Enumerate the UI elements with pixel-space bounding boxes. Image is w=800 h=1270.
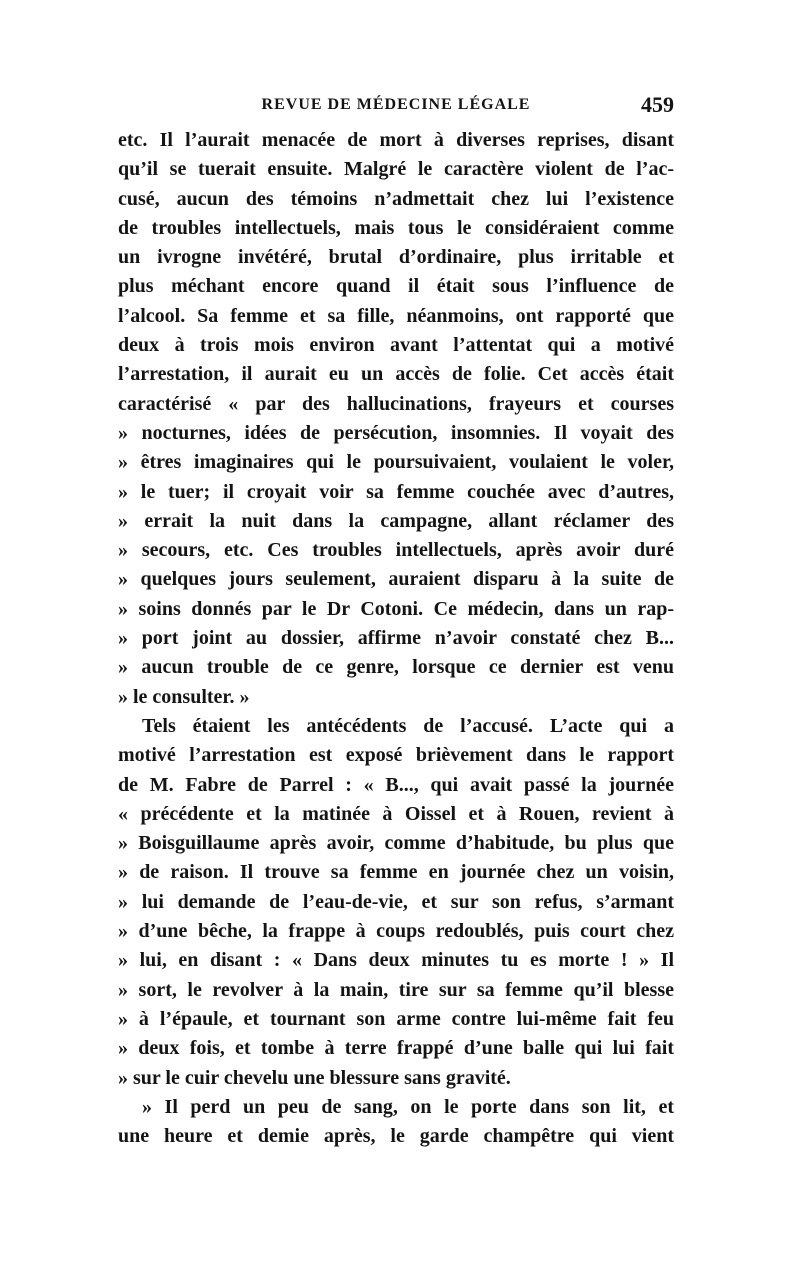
text-line: une heure et demie après, le garde champêtre qui vient bbox=[118, 1125, 674, 1148]
text-line: deux à trois mois environ avant l’attentat qui a motivé bbox=[118, 334, 674, 357]
text-line: » êtres imaginaires qui le poursuivaient, voulaient le voler, bbox=[118, 451, 674, 474]
text-line: » d’une bêche, la frappe à coups redoublés, puis court chez bbox=[118, 920, 674, 943]
page-number: 459 bbox=[641, 92, 674, 117]
text-line: l’alcool. Sa femme et sa fille, néanmoins, ont rapporté que bbox=[118, 304, 674, 327]
text-line: caractérisé « par des hallucinations, frayeurs et courses bbox=[118, 392, 674, 415]
text-line: » port joint au dossier, affirme n’avoir constaté chez B... bbox=[118, 627, 674, 650]
text-line: » sur le cuir chevelu une blessure sans gravité. bbox=[118, 1066, 511, 1089]
text-line: un ivrogne invétéré, brutal d’ordinaire, plus irritable et bbox=[118, 246, 674, 269]
text-line: motivé l’arrestation est exposé brièvement dans le rapport bbox=[118, 744, 674, 767]
text-line: etc. Il l’aurait menacée de mort à diverses reprises, disant bbox=[118, 129, 674, 151]
text-line: de troubles intellectuels, mais tous le considéraient comme bbox=[118, 216, 674, 239]
text-line: » errait la nuit dans la campagne, allant réclamer des bbox=[118, 509, 674, 532]
text-line: de M. Fabre de Parrel : « B..., qui avait passé la journée bbox=[118, 773, 674, 796]
text-line: » à l’épaule, et tournant son arme contre lui-même fait feu bbox=[118, 1007, 674, 1030]
text-line: » le tuer; il croyait voir sa femme couchée avec d’autres, bbox=[118, 480, 674, 503]
text-line: » Boisguillaume après avoir, comme d’habitude, bu plus que bbox=[118, 832, 674, 855]
text-line: « précédente et la matinée à Oissel et à Rouen, revient à bbox=[118, 802, 674, 825]
text-line: » nocturnes, idées de persécution, insomnies. Il voyait des bbox=[118, 421, 674, 444]
text-line: plus méchant encore quand il était sous l’influence de bbox=[118, 275, 674, 298]
running-title: REVUE DE MÉDECINE LÉGALE bbox=[261, 96, 531, 113]
text-line: » aucun trouble de ce genre, lorsque ce dernier est venu bbox=[118, 656, 674, 679]
text-line: » lui, en disant : « Dans deux minutes tu es morte ! » Il bbox=[118, 949, 674, 972]
text-line: l’arrestation, il aurait eu un accès de folie. Cet accès était bbox=[118, 363, 674, 386]
text-line: » le consulter. » bbox=[118, 685, 250, 708]
text-line: » lui demande de l’eau-de-vie, et sur son refus, s’armant bbox=[118, 890, 674, 913]
text-line: cusé, aucun des témoins n’admettait chez lui l’existence bbox=[118, 187, 674, 210]
text-line: » quelques jours seulement, auraient disparu à la suite de bbox=[118, 568, 674, 591]
text-line: » Il perd un peu de sang, on le porte dans son lit, et bbox=[142, 1095, 674, 1118]
text-line: » deux fois, et tombe à terre frappé d’une balle qui lui fait bbox=[118, 1037, 674, 1060]
text-line: » soins donnés par le Dr Cotoni. Ce médecin, dans un rap- bbox=[118, 597, 674, 620]
text-line: Tels étaient les antécédents de l’accusé. L’acte qui a bbox=[142, 714, 674, 737]
text-line: qu’il se tuerait ensuite. Malgré le caractère violent de l’ac- bbox=[118, 158, 674, 181]
text-line: » secours, etc. Ces troubles intellectuels, après avoir duré bbox=[118, 539, 674, 562]
text-line: » sort, le revolver à la main, tire sur sa femme qu’il blesse bbox=[118, 978, 674, 1001]
text-line: » de raison. Il trouve sa femme en journée chez un voisin, bbox=[118, 861, 674, 884]
body-text bbox=[118, 126, 674, 1151]
running-head bbox=[118, 92, 674, 120]
